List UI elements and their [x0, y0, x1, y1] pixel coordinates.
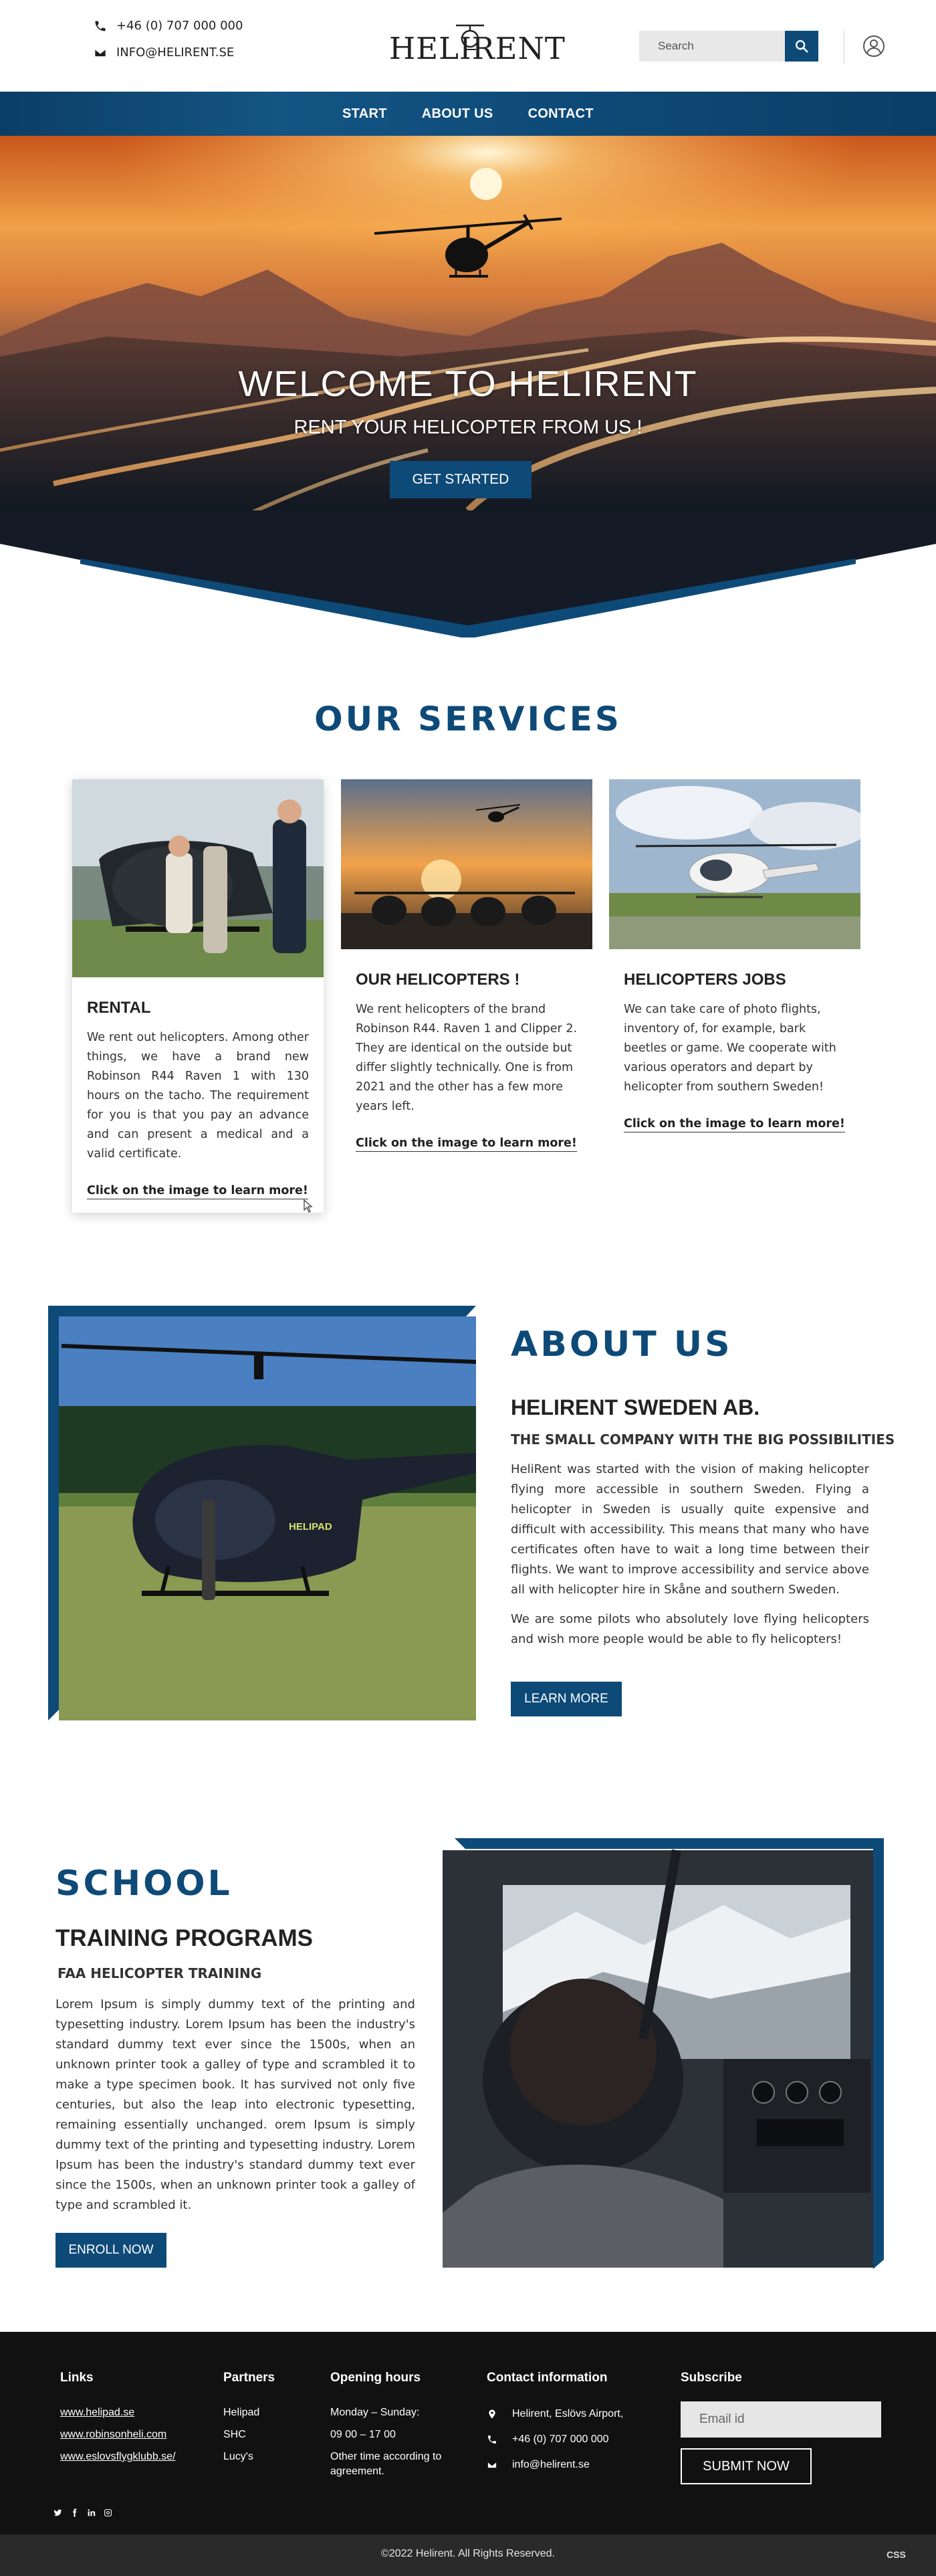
footer-contact: [487, 2371, 623, 2478]
about-subtitle2: THE SMALL COMPANY WITH THE BIG POSSIBILITIES: [511, 1431, 895, 1448]
service-card-jobs[interactable]: [609, 779, 860, 1132]
about-paragraph-2: We are some pilots who absolutely love flying helicopters and wish more people would be able to fly helicopters!: [511, 1612, 869, 1646]
service-card-rental[interactable]: [72, 779, 324, 1213]
copyright-bar: [0, 2535, 936, 2576]
footer-partners-title: Partners: [223, 2371, 275, 2385]
service-title-rental: RENTAL: [87, 999, 151, 1017]
service-link-jobs[interactable]: Click on the image to learn more!: [624, 1117, 845, 1132]
hours-days: Monday – Sunday:: [330, 2407, 420, 2418]
search-icon: [794, 39, 809, 54]
about-subtitle: HELIRENT SWEDEN AB.: [511, 1395, 760, 1419]
copyright-text: ©2022 Helirent. All Rights Reserved.: [381, 2548, 555, 2559]
footer-links-title: Links: [60, 2371, 94, 2385]
mail-icon: [94, 46, 107, 60]
footer-phone-text: +46 (0) 707 000 000: [512, 2434, 609, 2445]
footer-partners: [223, 2371, 275, 2468]
user-account-icon[interactable]: [862, 35, 885, 58]
search-button[interactable]: [785, 31, 818, 62]
helicopters-image[interactable]: [341, 779, 592, 949]
footer-email[interactable]: [487, 2452, 623, 2478]
service-title-jobs: HELICOPTERS JOBS: [624, 971, 786, 989]
footer-address-text: Helirent, Eslövs Airport,: [512, 2408, 624, 2419]
school-subtitle: TRAINING PROGRAMS: [55, 1925, 313, 1951]
hero-subtitle: RENT YOUR HELICOPTER FROM US !: [294, 417, 642, 438]
header-phone[interactable]: [94, 19, 243, 33]
main-nav: [0, 92, 936, 136]
enroll-now-button[interactable]: ENROLL NOW: [55, 2233, 166, 2268]
footer-subscribe-title: Subscribe: [681, 2371, 742, 2385]
school-subtitle2: FAA HELICOPTER TRAINING: [57, 1965, 262, 1981]
footer-link-robinsonheli[interactable]: www.robinsonheli.com: [60, 2429, 167, 2440]
school-image: [443, 1838, 884, 2269]
school-text: Lorem Ipsum is simply dummy text of the printing and typesetting industry. Lorem Ipsum has been the industry's standard dummy text ever since the 1500s, when an unknown printer took a galley of type and scrambled it to make a type specimen book. It has survived not only five centuries, but also the leap into electronic typesetting, remaining essentially unchanged. orem Ipsum is simply dummy text of the printing and typesetting industry. Lorem Ipsum has been the industry's standard dummy text ever since the 1500s, when an unknown printer took a galley of type and scrambled it.: [55, 1997, 415, 2212]
service-card-helicopters[interactable]: [341, 779, 592, 1152]
footer-subscribe: [681, 2371, 881, 2484]
search-input[interactable]: [639, 31, 785, 62]
linkedin-icon[interactable]: [87, 2508, 96, 2517]
hours-time: 09 00 – 17 00: [330, 2429, 396, 2440]
submit-now-button[interactable]: SUBMIT NOW: [681, 2448, 812, 2484]
footer-hours-title: Opening hours: [330, 2371, 421, 2385]
footer: [0, 2332, 936, 2535]
service-link-helicopters[interactable]: Click on the image to learn more!: [356, 1136, 577, 1152]
phone-icon: [94, 19, 107, 33]
hero: [0, 136, 936, 637]
social-links: [53, 2508, 112, 2517]
jobs-image[interactable]: [609, 779, 860, 949]
subscribe-email-input[interactable]: [681, 2401, 881, 2438]
about-title: ABOUT US: [511, 1324, 733, 1365]
facebook-icon[interactable]: [70, 2508, 79, 2517]
cursor-icon: [304, 1199, 313, 1213]
header-email[interactable]: [94, 45, 234, 60]
header-email-text: INFO@HELIRENT.SE: [116, 45, 235, 60]
footer-contact-title: Contact information: [487, 2371, 608, 2385]
twitter-icon[interactable]: [53, 2508, 62, 2517]
instagram-icon[interactable]: [104, 2508, 112, 2517]
logo-text: HELIRENT: [389, 31, 566, 66]
footer-link-helipad[interactable]: www.helipad.se: [60, 2407, 135, 2418]
footer-phone[interactable]: [487, 2427, 623, 2452]
nav-contact[interactable]: CONTACT: [528, 106, 594, 121]
header-phone-text: +46 (0) 707 000 000: [116, 19, 243, 33]
learn-more-button[interactable]: LEARN MORE: [511, 1682, 622, 1716]
hero-title: WELCOME TO HELIRENT: [238, 364, 698, 404]
nav-start[interactable]: START: [342, 106, 387, 121]
top-header: [0, 0, 936, 92]
partner-item: SHC: [223, 2429, 246, 2440]
logo[interactable]: [389, 21, 566, 66]
about-image-frame: [48, 1306, 476, 1720]
services-title: OUR SERVICES: [314, 700, 622, 738]
about-paragraph-1: HeliRent was started with the vision of making helicopter flying more accessible in southern Sweden. Flying a helicopter in Sweden is usually quite expensive and difficult with accessibility. This means that many who have certificates often have to wait a long time between their flights. We want to improve accessibility and service above all with helicopter hire in Skåne and southern Sweden.: [511, 1462, 869, 1597]
footer-email-text: info@helirent.se: [512, 2459, 590, 2470]
partner-item: Helipad: [223, 2407, 260, 2418]
footer-hours: [330, 2371, 451, 2479]
partner-item: Lucy's: [223, 2451, 253, 2462]
school-image-frame: [443, 1838, 884, 2269]
get-started-button[interactable]: GET STARTED: [390, 461, 532, 498]
mail-icon: [487, 2460, 497, 2470]
school-title: SCHOOL: [55, 1864, 233, 1904]
service-title-helicopters: OUR HELICOPTERS !: [356, 971, 520, 989]
hours-note: Other time according to agreement.: [330, 2451, 442, 2477]
location-pin-icon: [487, 2409, 497, 2419]
about-image-label: HELIPAD: [289, 1521, 332, 1532]
phone-icon: [487, 2434, 497, 2445]
footer-address: [487, 2401, 623, 2427]
service-text-rental: We rent out helicopters. Among other things, we have a brand new Robinson R44 Raven 1 with 130 hours on the tacho. The requirement for you is that you pay an advance and can present a medical and a valid certificate.: [87, 1031, 309, 1161]
about-image: [48, 1306, 476, 1720]
css-badge: CSS: [887, 2549, 906, 2560]
service-text-helicopters: We rent helicopters of the brand Robinson R44. Raven 1 and Clipper 2. They are identical on the outside but differ slightly technically. One is from 2021 and the other has a few more years left.: [356, 1003, 578, 1113]
service-link-rental[interactable]: Click on the image to learn more!: [87, 1184, 308, 1199]
search-box: [639, 31, 818, 62]
service-text-jobs: We can take care of photo flights, inventory of, for example, bark beetles or game. We cooperate with various operators and depart by helicopter from southern Sweden!: [624, 1003, 836, 1094]
footer-links: [60, 2371, 176, 2468]
footer-link-eslovsflygklubb[interactable]: www.eslovsflygklubb.se/: [60, 2451, 176, 2462]
nav-about-us[interactable]: ABOUT US: [421, 106, 493, 121]
rental-image[interactable]: [72, 779, 324, 977]
